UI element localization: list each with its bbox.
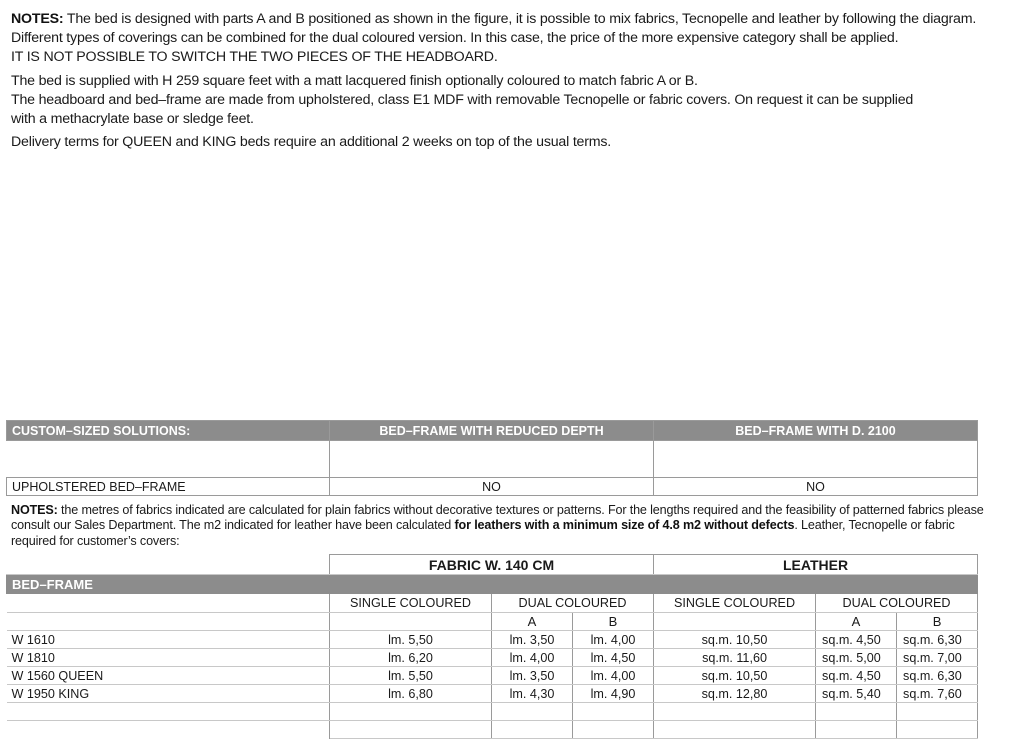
custom-upholstered-row xyxy=(7,478,978,496)
table-row xyxy=(7,685,978,703)
notes-line-5: The headboard and bed–frame are made from upholstered, class E1 MDF with removable Tecnopelle or fabric covers. On request it can be supplied xyxy=(11,91,914,108)
notes-fabric-block: NOTES: the metres of fabrics indicated are calculated for plain fabrics without decorative textures or patterns. For the lengths required and the feasibility of patterned fabrics please consult our Sales Department. The m2 indicated for leather have been calculated for leathers with a minimum size of 4.8 m2 without defects. Leather, Tecnopelle or fabric required for customer’s covers: xyxy=(11,503,984,548)
leather-single-cell: sq.m. 10,50 xyxy=(654,631,816,649)
leather-b-cell: sq.m. 6,30 xyxy=(897,631,978,649)
table-row xyxy=(7,631,978,649)
custom-blank-row xyxy=(7,441,978,478)
table-row xyxy=(7,649,978,667)
notes-line-2: Different types of coverings can be combined for the dual coloured version. In this case, the price of the more expensive category shall be applied. xyxy=(11,30,899,47)
custom-sized-table xyxy=(6,420,978,496)
custom-row-reduced-depth: NO xyxy=(330,478,654,496)
fabric-dual-header: DUAL COLOURED xyxy=(492,594,654,613)
bed-frame-bar xyxy=(7,575,978,594)
leather-a-header: A xyxy=(816,613,897,631)
custom-header-row xyxy=(7,421,978,441)
custom-row-label: UPHOLSTERED BED–FRAME xyxy=(7,478,330,496)
notes-line-4: The bed is supplied with H 259 square feet with a matt lacquered finish optionally coloured to match fabric A or B. xyxy=(11,72,698,89)
leather-single-header: SINGLE COLOURED xyxy=(654,594,816,613)
leather-b-header: B xyxy=(897,613,978,631)
leather-a-cell: sq.m. 5,00 xyxy=(816,649,897,667)
fabric-single-cell: lm. 5,50 xyxy=(330,667,492,685)
leather-b-cell: sq.m. 6,30 xyxy=(897,667,978,685)
model-cell: W 1950 KING xyxy=(7,685,330,703)
leather-single-cell: sq.m. 12,80 xyxy=(654,685,816,703)
fabric-a-cell: lm. 3,50 xyxy=(492,631,573,649)
fabric-single-cell: lm. 5,50 xyxy=(330,631,492,649)
custom-header-d2100: BED–FRAME WITH D. 2100 xyxy=(654,421,978,441)
notes-line-1: NOTES: The bed is designed with parts A and B positioned as shown in the figure, it is possible to mix fabrics, Tecnopelle and leather by following the diagram. xyxy=(11,11,977,27)
leather-a-cell: sq.m. 4,50 xyxy=(816,667,897,685)
model-cell: W 1810 xyxy=(7,649,330,667)
fabric-single-header: SINGLE COLOURED xyxy=(330,594,492,613)
bed-frame-title: BED–FRAME xyxy=(7,575,330,594)
notes-block xyxy=(11,10,991,152)
fabric-single-cell: lm. 6,20 xyxy=(330,649,492,667)
fabric-b-cell: lm. 4,00 xyxy=(573,667,654,685)
notes-label: NOTES: xyxy=(11,11,64,27)
empty-row xyxy=(7,721,978,739)
custom-header-title: CUSTOM–SIZED SOLUTIONS: xyxy=(7,421,330,441)
leather-single-cell: sq.m. 10,50 xyxy=(654,667,816,685)
custom-header-reduced-depth: BED–FRAME WITH REDUCED DEPTH xyxy=(330,421,654,441)
empty-row xyxy=(7,703,978,721)
table-row xyxy=(7,667,978,685)
notes-fabric-label: NOTES: xyxy=(11,503,58,517)
leather-single-cell: sq.m. 11,60 xyxy=(654,649,816,667)
ab-header-row xyxy=(7,613,978,631)
leather-a-cell: sq.m. 5,40 xyxy=(816,685,897,703)
group-fabric: FABRIC W. 140 CM xyxy=(330,555,654,575)
leather-a-cell: sq.m. 4,50 xyxy=(816,631,897,649)
fabric-single-cell: lm. 6,80 xyxy=(330,685,492,703)
fabric-a-cell: lm. 4,30 xyxy=(492,685,573,703)
leather-b-cell: sq.m. 7,00 xyxy=(897,649,978,667)
group-row xyxy=(7,555,978,575)
notes-line-6: with a methacrylate base or sledge feet. xyxy=(11,111,254,128)
leather-dual-header: DUAL COLOURED xyxy=(816,594,978,613)
fabric-a-cell: lm. 4,00 xyxy=(492,649,573,667)
sub-header-row xyxy=(7,594,978,613)
group-leather: LEATHER xyxy=(654,555,978,575)
fabric-b-cell: lm. 4,90 xyxy=(573,685,654,703)
bed-frame-table xyxy=(6,554,978,739)
custom-row-d2100: NO xyxy=(654,478,978,496)
fabric-a-header: A xyxy=(492,613,573,631)
model-cell: W 1560 QUEEN xyxy=(7,667,330,685)
fabric-b-header: B xyxy=(573,613,654,631)
notes-line-7: Delivery terms for QUEEN and KING beds require an additional 2 weeks on top of the usual terms. xyxy=(11,134,612,151)
fabric-b-cell: lm. 4,50 xyxy=(573,649,654,667)
fabric-b-cell: lm. 4,00 xyxy=(573,631,654,649)
notes-line-3: IT IS NOT POSSIBLE TO SWITCH THE TWO PIECES OF THE HEADBOARD. xyxy=(11,49,498,66)
model-cell: W 1610 xyxy=(7,631,330,649)
fabric-a-cell: lm. 3,50 xyxy=(492,667,573,685)
leather-b-cell: sq.m. 7,60 xyxy=(897,685,978,703)
